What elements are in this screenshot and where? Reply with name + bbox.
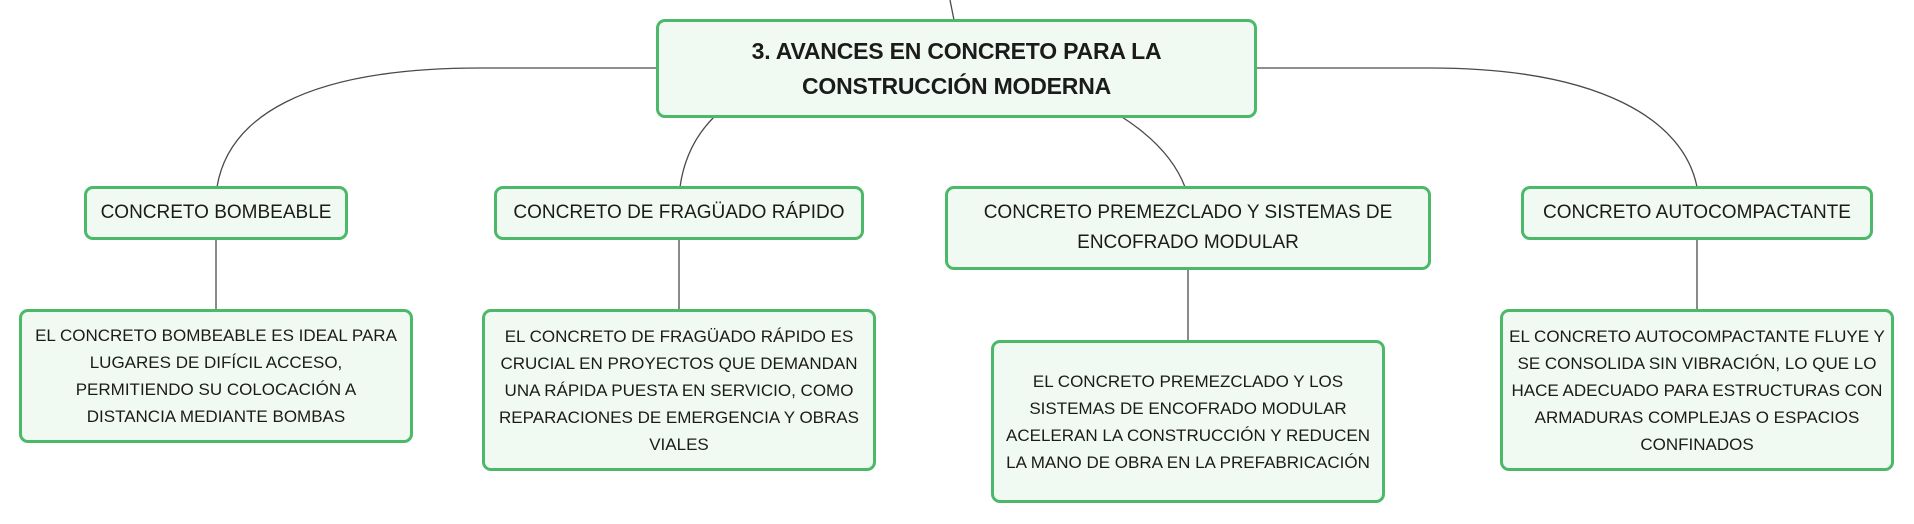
- detail-text: EL CONCRETO BOMBEABLE ES IDEAL PARA LUGARES DE DIFÍCIL ACCESO, PERMITIENDO SU COLOCACIÓN A DISTANCIA MEDIANTE BOMBAS: [35, 326, 397, 426]
- topic-label: CONCRETO AUTOCOMPACTANTE: [1543, 202, 1851, 223]
- detail-node-concreto-autocompactante[interactable]: [1500, 309, 1894, 471]
- root-node[interactable]: [656, 19, 1257, 118]
- detail-node-concreto-premezclado[interactable]: [991, 340, 1385, 503]
- detail-node-concreto-fraguado-rapido[interactable]: [482, 309, 876, 471]
- connector-root-to-topic-2: [680, 117, 714, 187]
- topic-label: CONCRETO BOMBEABLE: [100, 202, 332, 223]
- detail-node-concreto-bombeable[interactable]: [19, 309, 413, 443]
- root-title: 3. AVANCES EN CONCRETO PARA LA CONSTRUCCIÓN MODERNA: [751, 37, 1162, 99]
- topic-label: CONCRETO DE FRAGÜADO RÁPIDO: [513, 202, 845, 223]
- topic-node-concreto-fraguado-rapido[interactable]: [494, 186, 864, 240]
- detail-text: EL CONCRETO AUTOCOMPACTANTE FLUYE Y SE CONSOLIDA SIN VIBRACIÓN, LO QUE LO HACE ADECUADO PARA ESTRUCTURAS CON ARMADURAS COMPLEJAS O ESPACIOS CONFINADOS: [1509, 326, 1885, 454]
- topic-node-concreto-bombeable[interactable]: [84, 186, 348, 240]
- detail-text: EL CONCRETO DE FRAGÜADO RÁPIDO ES CRUCIAL EN PROYECTOS QUE DEMANDAN UNA RÁPIDA PUESTA EN SERVICIO, COMO REPARACIONES DE EMERGENCIA Y OBRAS VIALES: [499, 326, 859, 454]
- topic-node-concreto-premezclado[interactable]: [945, 186, 1431, 270]
- topic-label: CONCRETO PREMEZCLADO Y SISTEMAS DE ENCOFRADO MODULAR: [983, 202, 1393, 253]
- topic-node-concreto-autocompactante[interactable]: [1521, 186, 1873, 240]
- connector-root-to-topic-4: [1254, 68, 1697, 187]
- connector-root-parent: [950, 0, 954, 20]
- connector-root-to-topic-1: [217, 68, 658, 187]
- connector-root-to-topic-3: [1122, 117, 1185, 187]
- detail-text: EL CONCRETO PREMEZCLADO Y LOS SISTEMAS DE ENCOFRADO MODULAR ACELERAN LA CONSTRUCCIÓN Y REDUCEN LA MANO DE OBRA EN LA PREFABRICACIÓN: [1006, 371, 1371, 472]
